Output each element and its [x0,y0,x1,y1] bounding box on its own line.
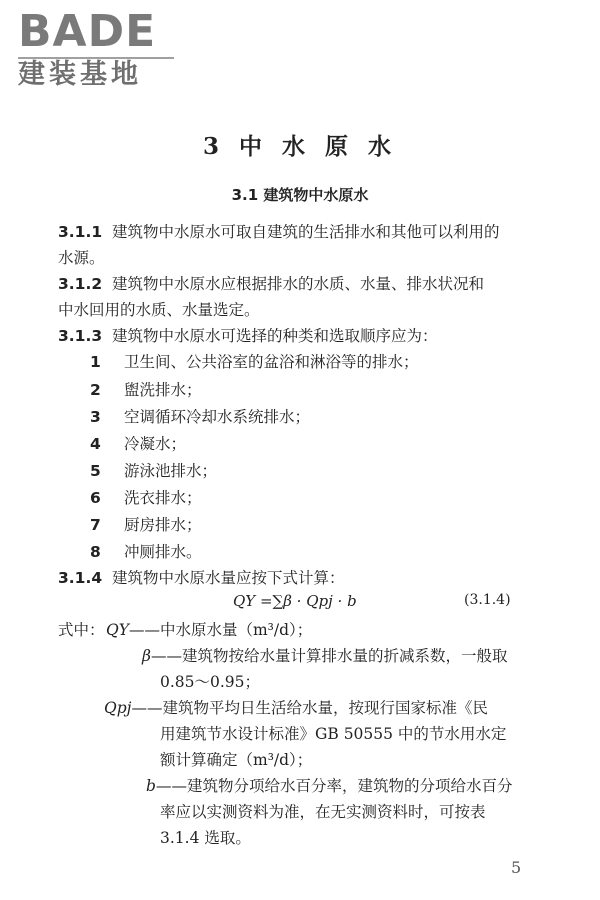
clause-number: 3.1.4 [58,569,103,587]
definition-beta [142,646,507,666]
clause-number: 3.1.3 [58,327,103,345]
clause-text: 建筑物中水原水量应按下式计算： [112,569,345,587]
list-item [90,515,202,535]
list-item-text: 冷凝水； [124,435,187,453]
logo-brand: BADE [18,6,157,57]
list-item [90,407,310,427]
definition-qpj [104,698,488,718]
list-item [90,461,217,481]
chapter-title: 3 中 水 原 水 [202,133,398,160]
clause-number: 3.1.2 [58,275,103,293]
definition-qy [106,620,312,640]
list-item-number: 3 [90,408,101,426]
definition-qpj-cont: 用建筑节水设计标准》GB 50555 中的节水用水定 [160,725,507,743]
page-number: 5 [511,858,522,877]
definition-b-cont2: 3.1.4 选取。 [160,829,251,847]
definition-text: ——建筑物按给水量计算排水量的折减系数，一般取 [150,647,508,665]
list-item [90,542,202,562]
definition-symbol: QY [106,621,129,639]
section-title: 3.1 建筑物中水原水 [231,186,369,204]
definition-text: ——中水原水量（m³/d）； [128,621,313,639]
definition-text: ——建筑物分项给水百分率，建筑物的分项给水百分 [155,777,513,795]
definition-symbol: Qpj [104,699,132,717]
list-item [90,380,202,400]
clause-3-1-2 [58,274,484,294]
list-item [90,352,419,372]
definition-b-cont: 率应以实测资料为准，在无实测资料时，可按表 [160,803,486,821]
definition-symbol: β [142,647,151,665]
definition-intro: 式中： [58,621,105,639]
list-item-number: 7 [90,516,101,534]
list-item-number: 1 [90,353,101,371]
clause-text: 建筑物中水原水可选择的种类和选取顺序应为： [112,327,438,345]
logo-subtitle: 建装基地 [18,59,142,90]
clause-3-1-2-cont: 中水回用的水质、水量选定。 [58,301,260,319]
clause-3-1-3 [58,326,438,346]
list-item-number: 4 [90,435,101,453]
definition-qpj-cont2: 额计算确定（m³/d）； [160,751,313,769]
clause-text: 建筑物中水原水应根据排水的水质、水量、排水状况和 [112,275,485,293]
list-item-text: 空调循环冷却水系统排水； [124,408,311,426]
list-item-text: 卫生间、公共浴室的盆浴和淋浴等的排水； [124,353,419,371]
list-item-text: 洗衣排水； [124,489,202,507]
list-item-number: 8 [90,543,101,561]
list-item-text: 冲厕排水。 [124,543,202,561]
list-item-text: 游泳池排水； [124,462,218,480]
clause-3-1-1 [58,222,500,242]
clause-3-1-1-cont: 水源。 [58,249,105,267]
list-item [90,488,202,508]
logo-rule [18,57,174,59]
list-item-text: 盥洗排水； [124,381,202,399]
list-item-number: 2 [90,381,101,399]
clause-number: 3.1.1 [58,223,103,241]
list-item-text: 厨房排水； [124,516,202,534]
definition-beta-cont: 0.85～0.95； [160,673,261,691]
list-item-number: 6 [90,489,101,507]
definition-symbol: b [146,777,156,795]
bade-logo [18,6,178,92]
definition-text: ——建筑物平均日生活给水量，按现行国家标准《民 [131,699,488,717]
formula: QY =∑β · Qpj · b [233,592,357,610]
formula-number: (3.1.4) [464,592,511,608]
clause-3-1-4 [58,568,345,588]
clause-text: 建筑物中水原水可取自建筑的生活排水和其他可以利用的 [112,223,500,241]
list-item [90,434,186,454]
definition-b [146,776,512,796]
list-item-number: 5 [90,462,101,480]
